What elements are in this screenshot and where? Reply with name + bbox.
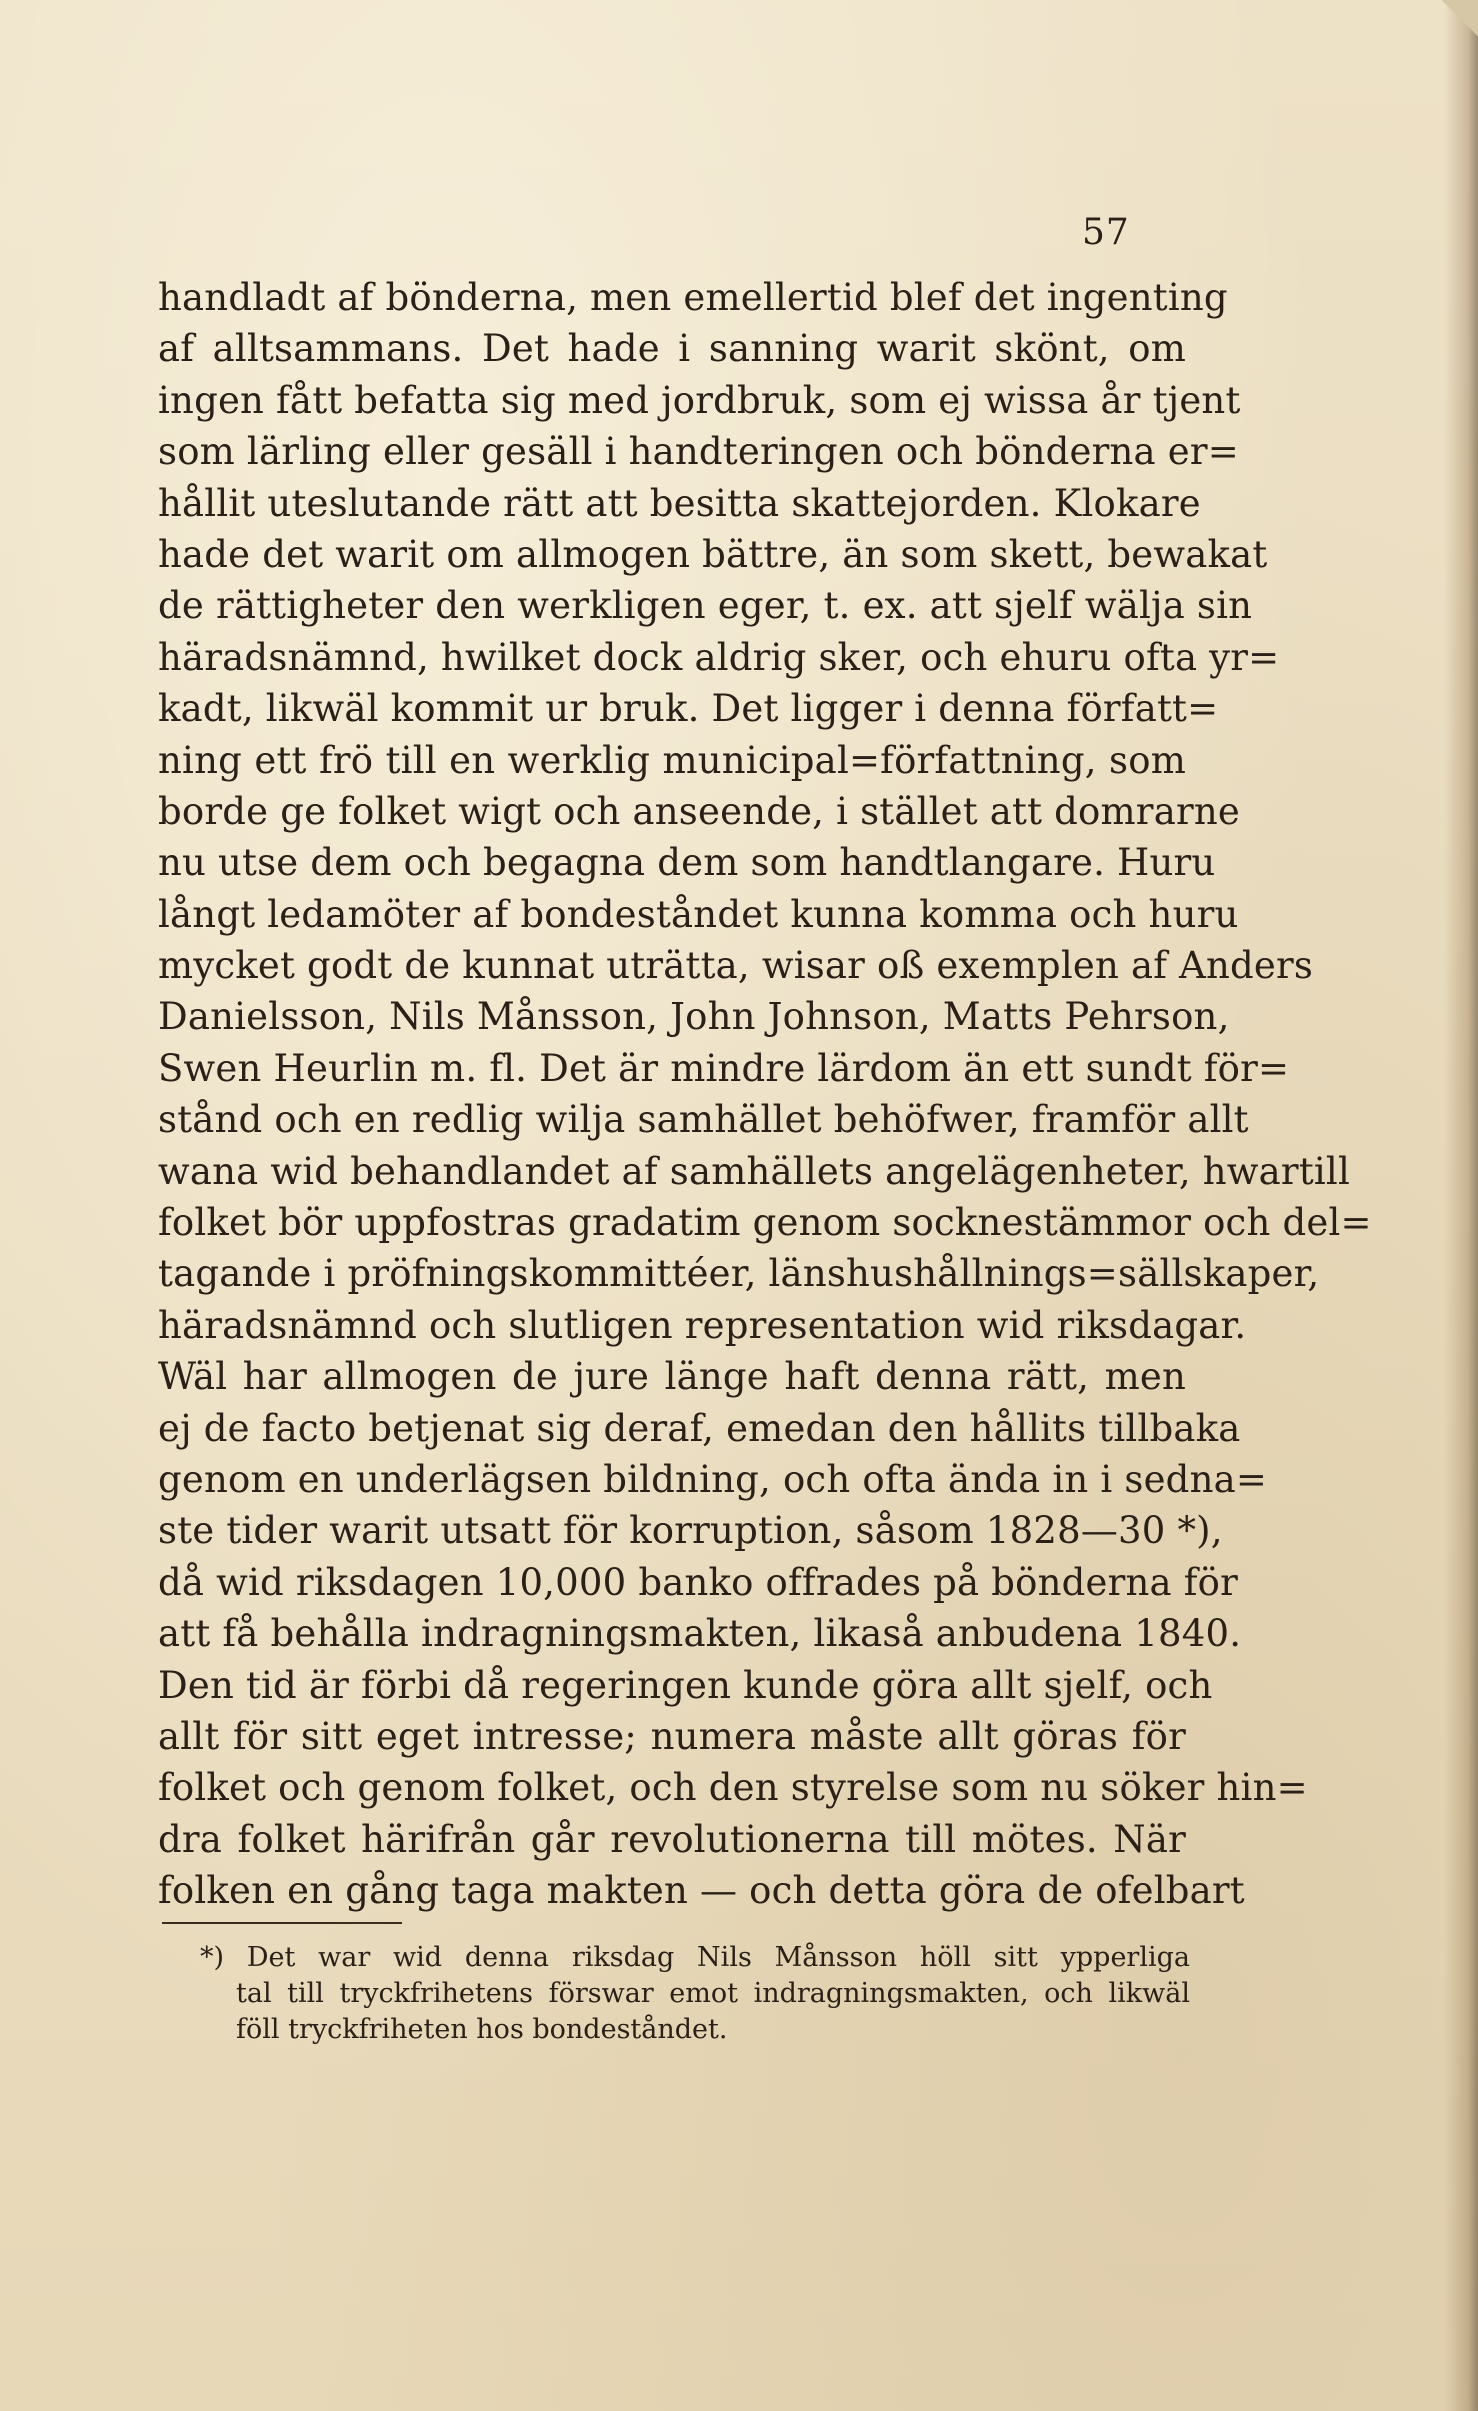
text-line: då wid riksdagen 10,000 banko offrades på bönderna för (158, 1560, 1238, 1604)
footnote-line: *) Det war wid denna riksdag Nils Månsson höll sitt ypperliga (200, 1942, 1190, 1973)
text-line: allt för sitt eget intresse; numera måste allt göras för (158, 1714, 1186, 1758)
text-line: hade det warit om allmogen bättre, än som skett, bewakat (158, 532, 1268, 576)
text-line: ste tider warit utsatt för korruption, såsom 1828—30 *), (158, 1509, 1223, 1553)
text-line: folket och genom folket, och den styrelse som nu söker hin= (158, 1766, 1308, 1810)
text-line: dra folket härifrån går revolutionerna till mötes. När (158, 1817, 1186, 1861)
text-line: mycket godt de kunnat uträtta, wisar oß exemplen af Anders (158, 944, 1314, 988)
footnote-line: föll tryckfriheten hos bondeståndet. (236, 2014, 728, 2045)
text-line: att få behålla indragningsmakten, likaså anbudena 1840. (158, 1612, 1242, 1656)
text-line: wana wid behandlandet af samhällets angelägenheter, hwartill (158, 1149, 1350, 1193)
page-corner (1438, 0, 1478, 40)
text-line: folket bör uppfostras gradatim genom socknestämmor och del= (158, 1201, 1372, 1245)
text-line: folken en gång taga makten — och detta göra de ofelbart (158, 1869, 1245, 1913)
text-line: långt ledamöter af bondeståndet kunna komma och huru (158, 892, 1239, 936)
text-line: tagande i pröfningskommittéer, länshushållnings=sällskaper, (158, 1252, 1320, 1296)
footnote (200, 1940, 1190, 2048)
text-line: häradsnämnd, hwilket dock aldrig sker, och ehuru ofta yr= (158, 635, 1280, 679)
text-line: af alltsammans. Det hade i sanning warit skönt, om (158, 327, 1186, 371)
text-line: Wäl har allmogen de jure länge haft denna rätt, men (158, 1355, 1186, 1399)
footnote-line: tal till tryckfrihetens förswar emot indragningsmakten, och likwäl (236, 1978, 1190, 2009)
page-edge-shadow (1444, 0, 1478, 2411)
footnote-divider (162, 1922, 402, 1924)
text-line: de rättigheter den werkligen eger, t. ex. att sjelf wälja sin (158, 584, 1253, 628)
text-line: stånd och en redlig wilja samhället behöfwer, framför allt (158, 1098, 1249, 1142)
text-line: borde ge folket wigt och anseende, i stället att domrarne (158, 789, 1240, 833)
page-number: 57 (1082, 212, 1130, 253)
text-line: hållit uteslutande rätt att besitta skattejorden. Klokare (158, 481, 1201, 525)
text-line: handladt af bönderna, men emellertid blef det ingenting (158, 276, 1228, 319)
text-line: som lärling eller gesäll i handteringen och bönderna er= (158, 430, 1239, 474)
text-line: Danielsson, Nils Månsson, John Johnson, Matts Pehrson, (158, 995, 1230, 1039)
text-line: nu utse dem och begagna dem som handtlangare. Huru (158, 841, 1216, 885)
text-line: kadt, likwäl kommit ur bruk. Det ligger i denna författ= (158, 687, 1219, 731)
body-text (158, 272, 1372, 1917)
text-line: ingen fått befatta sig med jordbruk, som ej wissa år tjent (158, 378, 1241, 422)
text-line: genom en underlägsen bildning, och ofta ända in i sedna= (158, 1457, 1268, 1501)
text-line: ning ett frö till en werklig municipal=författning, som (158, 738, 1186, 782)
text-line: Swen Heurlin m. fl. Det är mindre lärdom än ett sundt för= (158, 1046, 1290, 1090)
text-line: ej de facto betjenat sig deraf, emedan den hållits tillbaka (158, 1406, 1241, 1450)
text-line: häradsnämnd och slutligen representation wid riksdagar. (158, 1303, 1247, 1347)
text-line: Den tid är förbi då regeringen kunde göra allt sjelf, och (158, 1663, 1213, 1707)
